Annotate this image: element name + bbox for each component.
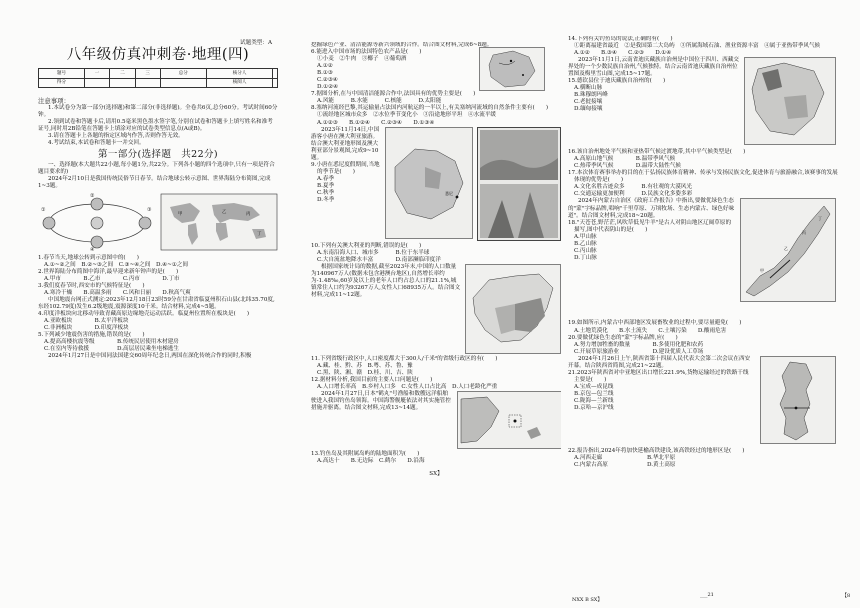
score-cell xyxy=(273,69,278,79)
q18-option-b: B.乙山脉 xyxy=(574,240,597,247)
svg-text:乙: 乙 xyxy=(784,246,788,252)
intro-9-11: 2023年11月14日,中国游客小唐在澳大利亚旅游。结合澳大利亚地形图及澳大利亚部分景观图,完成9~10题。 xyxy=(311,126,380,161)
intro-4-5: 中国地震台网正式测定:2023年12月18日23时59分在甘肃省临夏州积石山县(北纬35.70度,东经102.79度)发生6.2级地震,震源深度10千米。结合材料,完成4~5题。 xyxy=(38,296,275,310)
intro-6-8: 2024年1月27日是中国同法国建交60周年纪念日,两国在深化传统合作的同时,积极 xyxy=(48,353,252,360)
q21-option-d: D.京哈—京沪线 xyxy=(574,405,614,412)
australia-landscape-photos xyxy=(477,127,561,241)
svg-text:丁: 丁 xyxy=(818,216,822,222)
q1-options: A.①~②之间 B.②~③之间 C.③~④之间 D.④~①之间 xyxy=(44,261,189,268)
q15-option-c: C.老挝接壤 xyxy=(574,99,603,106)
column-3 xyxy=(568,36,838,602)
question-2: 2.世界海陆分布简图中海洋,最早迎来新年钟声的是( ) xyxy=(38,268,179,275)
part1-instruction: 一、选择题(本大题共22小题,每小题1分,共22分。下列各小题的四个选项中,只有一项是符合题目要求的) xyxy=(38,162,275,176)
question-10: 10.下列有关澳大利亚的判断,错误的是( ) xyxy=(311,242,422,249)
q11-options-b: C.黑、陕、湘、赣 D.桂、川、吉、陕 xyxy=(317,369,413,376)
q16-options-a: A.高原山地气候 B.温带季风气候 xyxy=(574,156,676,163)
q22-options-a: A.河西走廊 B.华北平原 xyxy=(574,454,676,461)
earth-orbit-diagram xyxy=(38,193,156,251)
note-item: 1.本试卷分为第一部分(选择题)和第二部分(非选择题)。全卷共6页,总分60分。考试时间60分钟。 xyxy=(38,105,278,119)
q14-options: A.①② B.③④ C.②③ D.①④ xyxy=(574,50,672,57)
question-7: 7.据图分析,在与中国清洁能源合作中,法国具有的优势主要是( ) xyxy=(311,91,476,98)
q14-list: ①距离福建省最近 ②是我国第二大岛屿 ③所属海域石油、渔业资源丰富 ④属于亚热带季风气候 xyxy=(574,43,821,50)
q11-options-a: A.藏、桂、黔、苏 B.粤、苏、鲁、豫 xyxy=(317,362,413,369)
notes-heading: 注意事项： xyxy=(38,97,70,105)
shaanxi-map xyxy=(760,356,836,444)
q21-option-a: A.宝成—成昆线 xyxy=(574,383,614,390)
intro-11-13: 根据国家统计局的数据,截至2023年末,中国的人口数量为140967万人(数据未包含港澳台地区),自然增长率约为-1.48‰,60岁及以上的老年人口约占总人口的21.1%,城镇常住人口约为93267万人,女性人口68935万人。结合图文材料,完成11~12题。 xyxy=(311,263,461,298)
svg-text:丁: 丁 xyxy=(257,231,262,237)
column-2-footer: SX】 xyxy=(429,471,443,478)
svg-text:丙: 丙 xyxy=(802,230,806,236)
svg-text:②: ② xyxy=(90,192,95,199)
q20-options-b: C.开展草原旅游业 D.建设优质人工草场 xyxy=(574,348,704,355)
score-cell xyxy=(273,78,278,88)
q4-options-b: C.非洲板块 D.印度洋板块 xyxy=(44,324,129,331)
q17-options-a: A.文化名胜古迹众多 B.有壮观的大漠风光 xyxy=(574,184,692,191)
score-cell: 核阅人 xyxy=(206,78,273,88)
column-2 xyxy=(311,42,561,602)
q8-options: A.①②③ B.①②④ C.②③④ D.①③④ xyxy=(317,119,435,126)
score-cell: 总分 xyxy=(160,69,206,79)
figure-orbit-world xyxy=(38,193,278,253)
question-12: 12.据材料分析,我国目前的主要人口问题是( ) xyxy=(311,376,433,383)
question-22: 22.报告指出,2024年将加快延榆高铁建设,该高铁经过的地形区是( ) xyxy=(568,447,745,454)
footer-page: ___21 xyxy=(700,592,714,598)
intro-15-16: 2023年11月1日,云南省迪庆藏族自治州是中国位于四川、西藏交界处的一个少数民族自治州,气候独特。结合云南省迪庆藏族自治州位置图及梅里雪山图,完成15~17题。 xyxy=(568,57,739,78)
q9-option-b: B.夏季 xyxy=(317,182,335,189)
yunnan-diqing-map xyxy=(744,57,836,145)
question-3: 3.我们度春节时,西安市的气候特征是( ) xyxy=(38,282,145,289)
score-cell: 得分 xyxy=(39,78,85,88)
question-19: 19.如图所示,内蒙古中西部地区发展畜牧业的过程中,要尽量避免( ) xyxy=(568,320,742,327)
svg-text:悉尼: 悉尼 xyxy=(445,190,453,196)
q13-options: A.高达十 B.无边际 C.鹤尔 D.沿海 xyxy=(317,457,425,464)
intro-18-20: 2024年内蒙古自治区《政府工作报告》中指出,要做优绿色生态的"蒙"字标品牌,唱响"千里草原、万顷牧场、生态内蒙古、绿色好味道"。结合图文材料,完成18~20题。 xyxy=(568,198,735,219)
q7-options: A.风能 B.水能 C.核能 D.太阳能 xyxy=(317,98,442,105)
question-8: 8.塞纳河流经巴黎,其运输量占法国内河航运的一半以上,有关塞纳河流域的自然条件主要有( ) xyxy=(311,105,549,112)
note-item: 4.考试结束,本试卷和答题卡一并交回。 xyxy=(48,140,145,147)
intro-1-3: 2024年2月10日是我国传统民俗节日春节。结合地球公转示意图、世界海陆分布简图,完成1~3题。 xyxy=(38,176,271,190)
score-cell: 一 xyxy=(84,69,109,79)
svg-text:甲: 甲 xyxy=(178,211,183,217)
svg-text:甲: 甲 xyxy=(760,268,764,274)
question-5: 5.下列减少地震伤害的措施,错误的是( ) xyxy=(38,332,145,339)
note-item: 3.请在答题卡上各题的指定区域内作答,否则作答无效。 xyxy=(48,133,184,140)
q15-option-b: B.珠穆朗玛峰 xyxy=(574,92,608,99)
score-cell xyxy=(84,78,109,88)
question-17: 17.本次体育赛事举办的目的在于弘扬民族体育精神、传承与发扬民族文化,促进体育与旅游融合,该赛事的发展体现的优势是( ) xyxy=(568,170,838,184)
score-cell xyxy=(135,78,160,88)
q18-option-c: C.丙山脉 xyxy=(574,247,597,254)
q16-options-b: C.热带季风气候 D.温带大陆性气候 xyxy=(574,163,682,170)
q12-options: A.人口增长率高 B.乡村人口多 C.女性人口占比高 D.人口老龄化严重 xyxy=(317,383,498,390)
q17-options-b: C.交通运输更加便利 D.民族文化多姿多彩 xyxy=(574,191,693,198)
q3-options: A.寒冷干燥 B.高温多雨 C.风和日丽 D.秋高气爽 xyxy=(44,289,191,296)
q6-option-a: A.①② xyxy=(317,63,333,70)
question-4: 4.印度洋板块向北移动导致青藏高原边缘地壳运动活跃。临夏州位置所在板块是( ) xyxy=(38,310,250,317)
q10-options-a: A.东南沿海人口、城市多 B.位于东半球 xyxy=(317,249,430,256)
q5-options-b: C.在室内等待救援 D.高层居民乘坐电梯逃生 xyxy=(44,346,179,353)
q9-option-d: D.冬季 xyxy=(317,197,335,204)
q10-options-b: C.大自流盆地降水丰富 D.南部濒临印度洋 xyxy=(317,256,441,263)
intro-21-22: 2024年1月26日上午,陕西省第十四届人民代表大会第二次会议在西安开幕。结合陕西省简图,完成21~22题。 xyxy=(568,355,751,369)
question-16: 16.该自治州地处平气候和亚热带气候过渡地带,其中平气候类型是( ) xyxy=(568,149,746,156)
q15-option-a: A.横断山脉 xyxy=(574,85,603,92)
world-map xyxy=(160,193,278,251)
q6-option-b: B.①③ xyxy=(317,70,333,77)
q9-option-a: A.春季 xyxy=(317,175,335,182)
question-9: 9.小唐在悉尼度假期间,当地的季节是( ) xyxy=(311,161,380,175)
q19-options: A.土地荒漠化 B.水土流失 C.土壤污染 D.酸雨危害 xyxy=(574,327,727,334)
diaoyu-map xyxy=(457,391,561,449)
footer-left: NXX B SX】 xyxy=(572,597,603,603)
inner-mongolia-map xyxy=(740,198,836,302)
question-1: 1.春节当天,地球公转到示意图中的( ) xyxy=(38,254,139,261)
q6-list: ①小麦 ②牛肉 ③椰子 ④葡萄酒 xyxy=(317,56,407,63)
q8-list: ①流经地区城市众多 ②水位季节变化小 ③沿途地形平坦 ④水流平缓 xyxy=(317,112,497,119)
china-population-map xyxy=(465,264,561,354)
q20-options-a: A.努力增加牲畜的数量 B.多使用化肥和农药 xyxy=(574,341,704,348)
score-cell xyxy=(160,78,206,88)
footer-right: 【8 xyxy=(842,593,851,599)
part1-title: 第一部分(选择题 共22分) xyxy=(97,149,219,161)
q18-option-a: A.甲山脉 xyxy=(574,233,597,240)
q5-options-a: A.提高高楼抗震等级 B.传统民居使用木材建房 xyxy=(44,339,179,346)
landscape-photo xyxy=(478,128,560,240)
intro-6-8-cont: 挖掘绿色产业、清洁能源等新兴领域的合作。结合图文材料,完成6~8题。 xyxy=(311,42,493,48)
question-15: 15.德钦县位于迪庆藏族自治州的( ) xyxy=(568,78,666,85)
intro-13-14: 2024年1月27日,日本"鹤丸"号渔船和数艘远洋船舶驶进入我国钓鱼岛领海。中国海警舰艇依法对其实施管控措施并驱离。结合图文材料,完成13~14题。 xyxy=(311,390,451,412)
question-18: 18."天苍苍,野茫茫,风吹草低见牛羊"是古人对阴山地区辽阔草原的描写,图中代表阴山的是( ) xyxy=(568,219,732,233)
question-21: 21.2023年陕西省对中亚地区出口增长221.9%,货物运输经过的铁路干线主要是( ) xyxy=(568,369,749,383)
q18-option-d: D.丁山脉 xyxy=(574,254,597,261)
question-13: 13.钓鱼岛及其附属岛屿的陆地面积为( ) xyxy=(311,450,420,457)
question-14: 14.下列有关钓鱼岛的说法,正确的有( ) xyxy=(568,36,673,42)
score-cell xyxy=(110,78,135,88)
score-table xyxy=(38,68,278,88)
svg-text:③: ③ xyxy=(147,206,152,213)
q22-options-b: C.内蒙古高原 D.黄土高原 xyxy=(574,461,676,468)
score-cell: 三 xyxy=(135,69,160,79)
q6-option-c: C.②③④ xyxy=(317,77,338,84)
score-cell: 题号 xyxy=(39,69,85,79)
note-item: 2.领到试卷和答题卡后,请用0.5毫米黑色墨水签字笔,分别在试卷和答题卡上填写姓名和准考证号,同时用2B铅笔在答题卡上填涂对应的试卷类型信息点(A或B)。 xyxy=(38,119,273,133)
q6-option-d: D.①②④ xyxy=(317,84,339,91)
q21-option-b: B.京包—包兰线 xyxy=(574,390,614,397)
svg-text:乙: 乙 xyxy=(222,209,227,215)
column-1 xyxy=(38,46,278,606)
svg-text:④: ④ xyxy=(90,246,95,251)
svg-text:丙: 丙 xyxy=(246,211,251,217)
score-cell: 二 xyxy=(110,69,135,79)
australia-map xyxy=(385,127,473,239)
france-map xyxy=(479,47,545,91)
question-6: 6.能进入中国市场的法国特色农产品是( ) xyxy=(311,49,422,56)
q15-option-d: D.缅甸接壤 xyxy=(574,106,603,113)
q9-option-c: C.秋季 xyxy=(317,189,335,196)
exam-title: 八年级仿真冲刺卷·地理(四) xyxy=(66,47,250,63)
question-11: 11.下列省级行政区中,人口密度都大于300人/千米²的省级行政区的有( ) xyxy=(311,355,498,362)
q2-options: A.甲市 B.乙市 C.丙市 D.丁市 xyxy=(44,275,180,282)
q21-option-c: C.陇海—兰新线 xyxy=(574,397,614,404)
score-cell: 核分人 xyxy=(206,69,273,79)
question-20: 20.要做优绿色生态的"蒙"字标品牌,应( ) xyxy=(568,334,678,341)
svg-text:①: ① xyxy=(41,206,46,213)
exam-type-label: 试题类型：A xyxy=(240,40,273,46)
q4-options-a: A.亚欧板块 B.太平洋板块 xyxy=(44,317,129,324)
